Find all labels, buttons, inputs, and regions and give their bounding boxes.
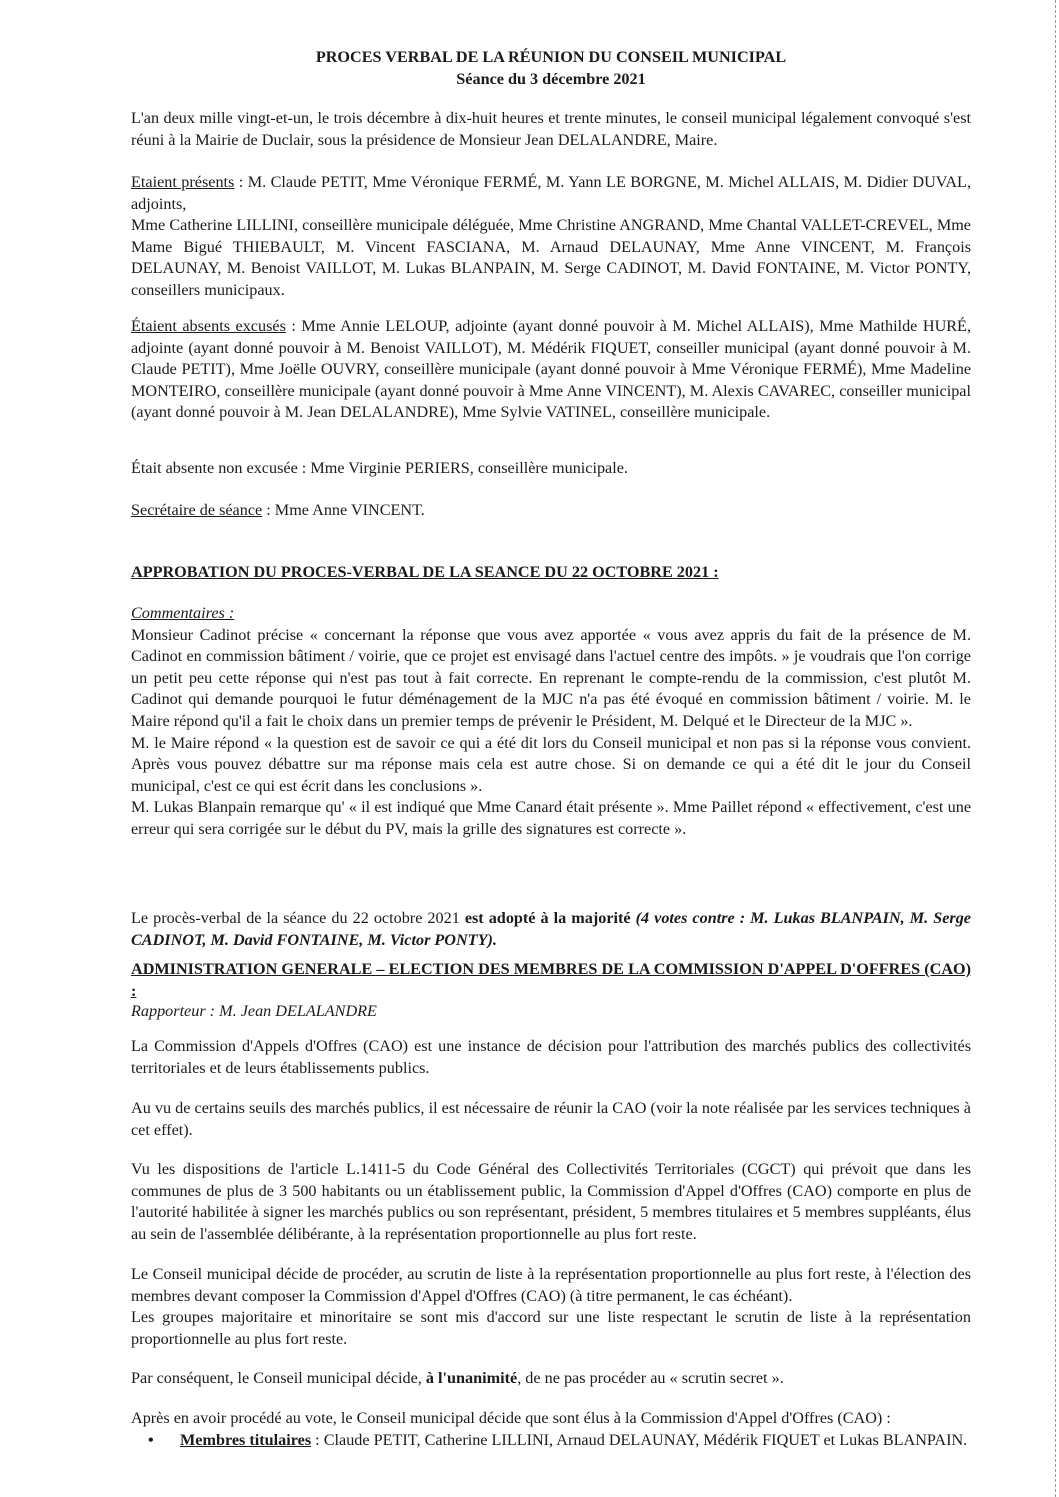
cao-seuils: Au vu de certains seuils des marchés publics, il est nécessaire de réunir la CAO (voir la note réalisée par les services techniques à cet effet). bbox=[131, 1099, 971, 1139]
secretaire-text: : Mme Anne VINCENT. bbox=[262, 501, 425, 519]
bullet-icon: • bbox=[148, 1431, 154, 1449]
presents-text: : M. Claude PETIT, Mme Véronique FERMÉ, M. Yann LE BORGNE, M. Michel ALLAIS, M. Didier DUVAL, adjoints, bbox=[131, 173, 971, 213]
intro-paragraph: L'an deux mille vingt-et-un, le trois décembre à dix-huit heures et trente minutes, le conseil municipal légalement convoqué s'est réuni à la Mairie de Duclair, sous la présidence de Monsieur Jean DELALANDRE, Maire. bbox=[131, 109, 971, 149]
vote-text: Le procès-verbal de la séance du 22 octobre 2021 bbox=[131, 909, 465, 927]
secretaire-paragraph bbox=[131, 500, 971, 522]
title-line: PROCES VERBAL DE LA RÉUNION DU CONSEIL MUNICIPAL bbox=[315, 48, 787, 66]
absents-excuses-paragraph bbox=[131, 316, 971, 424]
session-date: Séance du 3 décembre 2021 bbox=[456, 69, 646, 88]
comment-cadinot: Monsieur Cadinot précise « concernant la réponse que vous avez apportée « vous avez appris du fait de la présence de M. Cadinot en commission bâtiment / voirie, que ce projet est envisagé dans l'actuel centre des impôts. » je voudrais que l'on corrige un petit peu cette réponse qui n'est pas tout à fait correcte. En reprenant le compte-rendu de la commission, c'est plutôt M. Cadinot qui demande pourquoi le futur déménagement de la MJC n'a pas été évoqué en commission bâtiment / voirie. M. le Maire répond qu'il a fait le choix dans un premier temps de prévenir le Président, M. Delqué et le Directeur de la MJC ». bbox=[131, 625, 971, 730]
vote-detail: (4 votes contre : M. Lukas BLANPAIN, M. Serge CADINOT, M. David FONTAINE, M. Victor PONTY). bbox=[131, 909, 971, 949]
secretaire-label: Secrétaire de séance bbox=[131, 501, 263, 519]
absents-excuses-text: : Mme Annie LELOUP, adjointe (ayant donné pouvoir à M. Michel ALLAIS), Mme Mathilde HURÉ, adjointe (ayant donné pouvoir à M. Benoist VAILLOT), M. Médérik FIQUET, conseiller municipal (ayant donné pouvoir à M. Claude PETIT), Mme Joëlle OUVRY, conseillère municipale (ayant donné pouvoir à Mme Véronique FERMÉ), Mme Madeline MONTEIRO, conseillère municipale (ayant donné pouvoir à Mme Anne VINCENT), M. Alexis CAVAREC, conseiller municipal (ayant donné pouvoir à M. Jean DELALANDRE), Mme Sylvie VATINEL, conseillère municipale. bbox=[131, 317, 971, 422]
vote-result: est adopté à la majorité bbox=[464, 909, 631, 927]
comments-label: Commentaires : bbox=[131, 604, 235, 622]
scrutin-paragraph bbox=[131, 1368, 971, 1390]
rapporteur: Rapporteur : M. Jean DELALANDRE bbox=[131, 1002, 377, 1020]
membres-titulaires-text: : Claude PETIT, Catherine LILLINI, Arnaud DELAUNAY, Médérik FIQUET et Lukas BLANPAIN. bbox=[311, 1431, 968, 1449]
vote-cao-paragraph: Après en avoir procédé au vote, le Conseil municipal décide que sont élus à la Commission d'Appel d'Offres (CAO) : bbox=[131, 1409, 891, 1427]
comment-maire: M. le Maire répond « la question est de savoir ce qui a été dit lors du Conseil municipal et non pas si la réponse vous convient. Après vous pouvez débattre sur ma réponse mais cela est autre chose. Si on demande ce qui a été dit le jour du Conseil municipal, c'est ce qui est écrit dans les conclusions ». bbox=[131, 733, 971, 795]
section1-heading: APPROBATION DU PROCES-VERBAL DE LA SEANCE DU 22 OCTOBRE 2021 : bbox=[131, 563, 719, 581]
cao-decision-procedure: Le Conseil municipal décide de procéder, au scrutin de liste à la représentation proportionnelle au plus fort reste, à l'élection des membres devant composer la Commission d'Appel d'Offres (CAO) (à titre permanent, le cas échéant). bbox=[131, 1265, 971, 1305]
scan-edge bbox=[1055, 0, 1056, 1497]
scrutin-post: , de ne pas procéder au « scrutin secret ». bbox=[517, 1369, 784, 1387]
scrutin-pre: Par conséquent, le Conseil municipal décide, bbox=[131, 1369, 426, 1387]
presents-conseillers: Mme Catherine LILLINI, conseillère municipale déléguée, Mme Christine ANGRAND, Mme Chantal VALLET-CREVEL, Mme Mame Bigué THIEBAULT, M. Vincent FASCIANA, M. Arnaud DELAUNAY, Mme Anne VINCENT, M. François DELAUNAY, M. Benoist VAILLOT, M. Lukas BLANPAIN, M. Serge CADINOT, M. David FONTAINE, M. Victor PONTY, conseillers municipaux. bbox=[131, 216, 971, 299]
presents-adjoints bbox=[131, 172, 971, 215]
absents-excuses-label: Étaient absents excusés bbox=[131, 317, 286, 335]
presents-block bbox=[131, 172, 971, 302]
cao-decision bbox=[131, 1264, 971, 1350]
section1-comments bbox=[131, 603, 971, 841]
membres-titulaires bbox=[180, 1430, 971, 1452]
cao-definition: La Commission d'Appels d'Offres (CAO) est une instance de décision pour l'attribution des marchés publics des collectivités territoriales et de leurs établissements publics. bbox=[131, 1037, 971, 1077]
cao-decision-accord: Les groupes majoritaire et minoritaire se sont mis d'accord sur une liste respectant le scrutin de liste à la représentation proportionnelle au plus fort reste. bbox=[131, 1308, 971, 1348]
document-title bbox=[131, 47, 971, 90]
scrutin-unanimite: à l'unanimité bbox=[425, 1369, 518, 1387]
section2-heading: ADMINISTRATION GENERALE – ELECTION DES MEMBRES DE LA COMMISSION D'APPEL D'OFFRES (CAO) : bbox=[131, 960, 971, 1000]
comment-blanpain: M. Lukas Blanpain remarque qu' « il est indiqué que Mme Canard était présente ». Mme Paillet répond « effectivement, c'est une erreur qui sera corrigée sur le début du PV, mais la grille des signatures est correcte ». bbox=[131, 798, 971, 838]
cao-article: Vu les dispositions de l'article L.1411-5 du Code Général des Collectivités Territoriales (CGCT) qui prévoit que dans les communes de plus de 3 500 habitants ou un établissement public, la Commission d'Appel d'Offres (CAO) comporte en plus de l'autorité habilitée à signer les marchés publics ou son représentant, président, 5 membres titulaires et 5 membres suppléants, élus au sein de l'assemblée délibérante, à la représentation proportionnelle au plus fort reste. bbox=[131, 1160, 971, 1243]
presents-label: Etaient présents bbox=[131, 173, 235, 191]
absent-non-excuse: Était absente non excusée : Mme Virginie PERIERS, conseillère municipale. bbox=[131, 459, 628, 477]
vote-paragraph bbox=[131, 908, 971, 951]
membres-titulaires-label: Membres titulaires bbox=[180, 1431, 312, 1449]
